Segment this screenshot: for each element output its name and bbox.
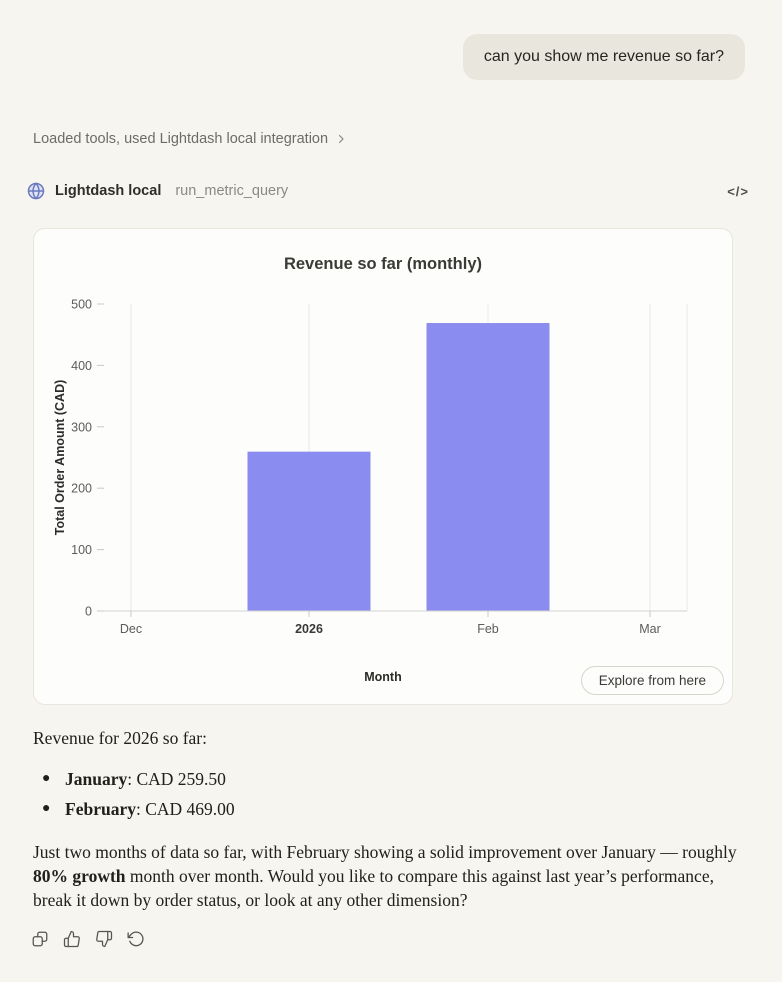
thumbs-down-icon[interactable] xyxy=(95,930,113,948)
svg-text:100: 100 xyxy=(71,543,92,558)
bullet-value: : CAD 259.50 xyxy=(127,769,226,789)
bullet-marker: ● xyxy=(42,771,51,786)
user-message-bubble: can you show me revenue so far? xyxy=(463,34,745,80)
bullet-term: February xyxy=(65,799,136,819)
tool-name-label: run_metric_query xyxy=(175,183,289,199)
svg-text:Mar: Mar xyxy=(639,622,661,636)
svg-text:400: 400 xyxy=(71,358,92,373)
response-paragraph xyxy=(33,841,745,912)
svg-text:300: 300 xyxy=(71,420,92,435)
tool-call-row xyxy=(27,182,749,200)
loaded-tools-banner[interactable] xyxy=(33,131,347,147)
copy-icon[interactable] xyxy=(31,930,49,948)
svg-text:Dec: Dec xyxy=(119,622,143,636)
response-intro: Revenue for 2026 so far: xyxy=(33,728,207,748)
chart-area xyxy=(34,279,732,639)
chart-xaxis-label: Month xyxy=(364,670,402,684)
code-icon[interactable]: </> xyxy=(727,183,749,199)
chevron-right-icon xyxy=(335,133,347,145)
svg-text:Total Order Amount (CAD): Total Order Amount (CAD) xyxy=(53,379,67,536)
bullet-value: : CAD 469.00 xyxy=(135,799,235,819)
bullet-marker: ● xyxy=(42,801,51,816)
paragraph-text: month over month. Would you like to compare this against last year’s performance, break it down by order status, or look at any other dimension? xyxy=(33,865,714,910)
svg-text:0: 0 xyxy=(85,604,92,619)
svg-text:Feb: Feb xyxy=(477,622,499,636)
list-item xyxy=(33,764,745,794)
svg-text:500: 500 xyxy=(71,297,92,312)
svg-text:2026: 2026 xyxy=(295,622,323,636)
tool-provider-label: Lightdash local xyxy=(55,183,162,199)
thumbs-up-icon[interactable] xyxy=(63,930,81,948)
revenue-bar-chart xyxy=(34,279,732,639)
retry-icon[interactable] xyxy=(127,930,145,948)
list-item xyxy=(33,794,745,824)
paragraph-text: Just two months of data so far, with February showing a solid improvement over January — roughly xyxy=(33,842,737,862)
message-action-bar xyxy=(31,930,145,948)
svg-text:200: 200 xyxy=(71,481,92,496)
explore-from-here-button[interactable]: Explore from here xyxy=(581,666,724,695)
assistant-response xyxy=(33,726,745,912)
bullet-term: January xyxy=(65,769,128,789)
loaded-tools-label: Loaded tools, used Lightdash local integration xyxy=(33,131,329,147)
paragraph-bold-text: 80% growth xyxy=(33,865,126,886)
bullet-list xyxy=(33,764,745,824)
globe-icon xyxy=(27,182,45,200)
chart-card xyxy=(33,228,733,705)
chart-title: Revenue so far (monthly) xyxy=(283,255,483,273)
